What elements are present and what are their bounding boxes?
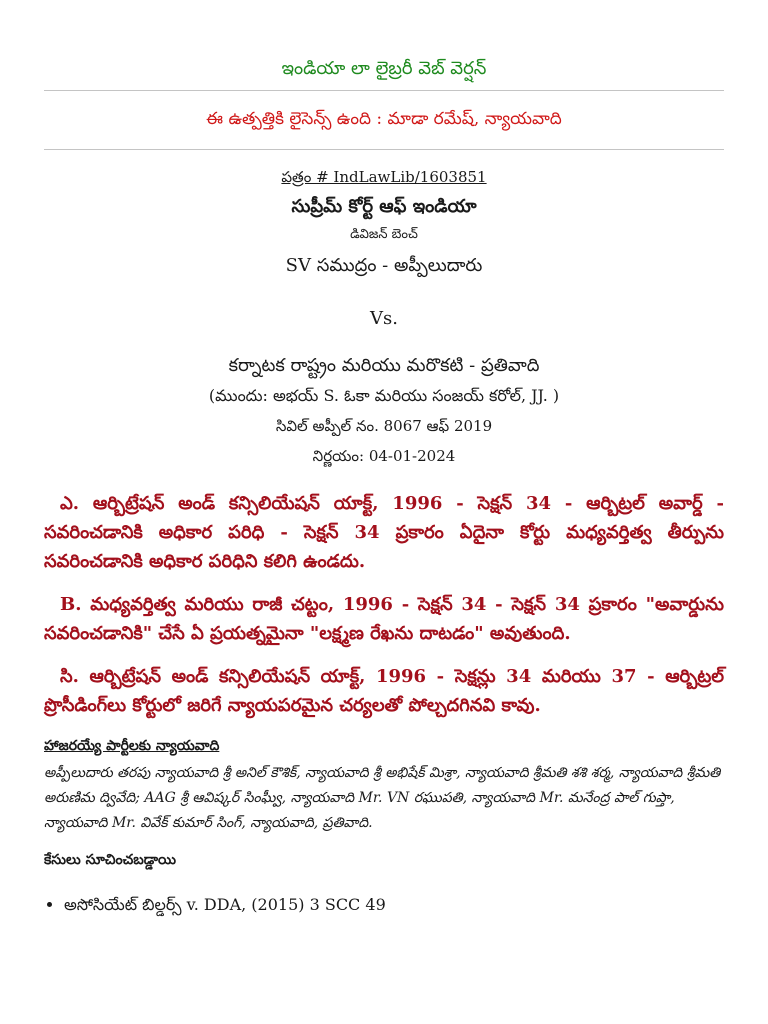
respondent: కర్నాటక రాష్ట్రం మరియు మరొకటి - ప్రతివాది	[228, 355, 540, 376]
cases-referred-list	[44, 895, 724, 918]
appellant: SV సముద్రం - అప్పీలుదారు	[285, 255, 483, 276]
document-page	[44, 0, 724, 918]
counsel-text: అప్పీలుదారు తరపు న్యాయవాది శ్రీ అనిల్ కౌశిక్, న్యాయవాది శ్రీ అభిషేక్ మిశ్రా, న్యాయవాది శ్రీమతి శశి శర్మ, న్యాయవాది శ్రీమతి అరుణిమ ద్వివేది; AAG శ్రీ ఆవిష్కర్ సింఘ్వీ, న్యాయవాది Mr. VN రఘుపతి, న్యాయవాది Mr. మనేంద్ర పాల్ గుప్తా, న్యాయవాది Mr. వివేక్ కుమార్ సింగ్, న్యాయవాది, ప్రతివాది.	[44, 765, 721, 831]
coram: (ముందు: అభయ్ S. ఓకా మరియు సంజయ్ కరోల్, JJ. )	[208, 386, 560, 405]
counsel-heading: హాజరయ్యే పార్టీలకు న్యాయవాది	[44, 738, 220, 754]
headnote-c: సి. ఆర్బిట్రేషన్ అండ్ కన్సిలియేషన్ యాక్ట్, 1996 - సెక్షన్లు 34 మరియు 37 - ఆర్బిట్రల్ ప్రొసీడింగ్‌లు కోర్టులో జరిగే న్యాయపరమైన చర్యలతో పోల్చదగినవి కావు.	[44, 666, 724, 716]
headnote-a: ఎ. ఆర్బిట్రేషన్ అండ్ కన్సిలియేషన్ యాక్ట్, 1996 - సెక్షన్ 34 - ఆర్బిట్రల్ అవార్డ్ - సవరించడానికి అధికార పరిధి - సెక్షన్ 34 ప్రకారం ఏదైనా కోర్టు మధ్యవర్తిత్వ తీర్పును సవరించడానికి అధికార పరిధిని కలిగి ఉండదు.	[44, 493, 724, 572]
document-number[interactable]: పత్రం # IndLawLib/1603851	[281, 168, 487, 186]
cases-referred-heading: కేసులు సూచించబడ్డాయి	[44, 852, 177, 868]
divider	[44, 149, 724, 150]
headnote-b: B. మధ్యవర్తిత్వ మరియు రాజీ చట్టం, 1996 - సెక్షన్ 34 - సెక్షన్ 34 ప్రకారం "అవార్డును సవరించడానికి" చేసే ఏ ప్రయత్నమైనా "లక్ష్మణ రేఖను దాటడం" అవుతుంది.	[44, 594, 724, 644]
versus-label: Vs.	[370, 308, 398, 329]
court-name: సుప్రీమ్ కోర్ట్ ఆఫ్ ఇండియా	[291, 196, 477, 217]
site-banner: ఇండియా లా లైబ్రరీ వెబ్ వెర్షన్	[281, 58, 487, 79]
license-notice: ఈ ఉత్పత్తికి లైసెన్స్ ఉంది : మాడా రమేష్, న్యాయవాది	[206, 109, 562, 129]
decision-date: నిర్ణయం: 04-01-2024	[312, 447, 456, 465]
list-item: • అసోసియేట్ బిల్డర్స్ v. DDA, (2015) 3 SCC 49	[64, 895, 724, 918]
appeal-number: సివిల్ అప్పీల్ నం. 8067 ఆఫ్ 2019	[275, 417, 493, 435]
bench-type: డివిజన్ బెంచ్	[350, 227, 418, 242]
